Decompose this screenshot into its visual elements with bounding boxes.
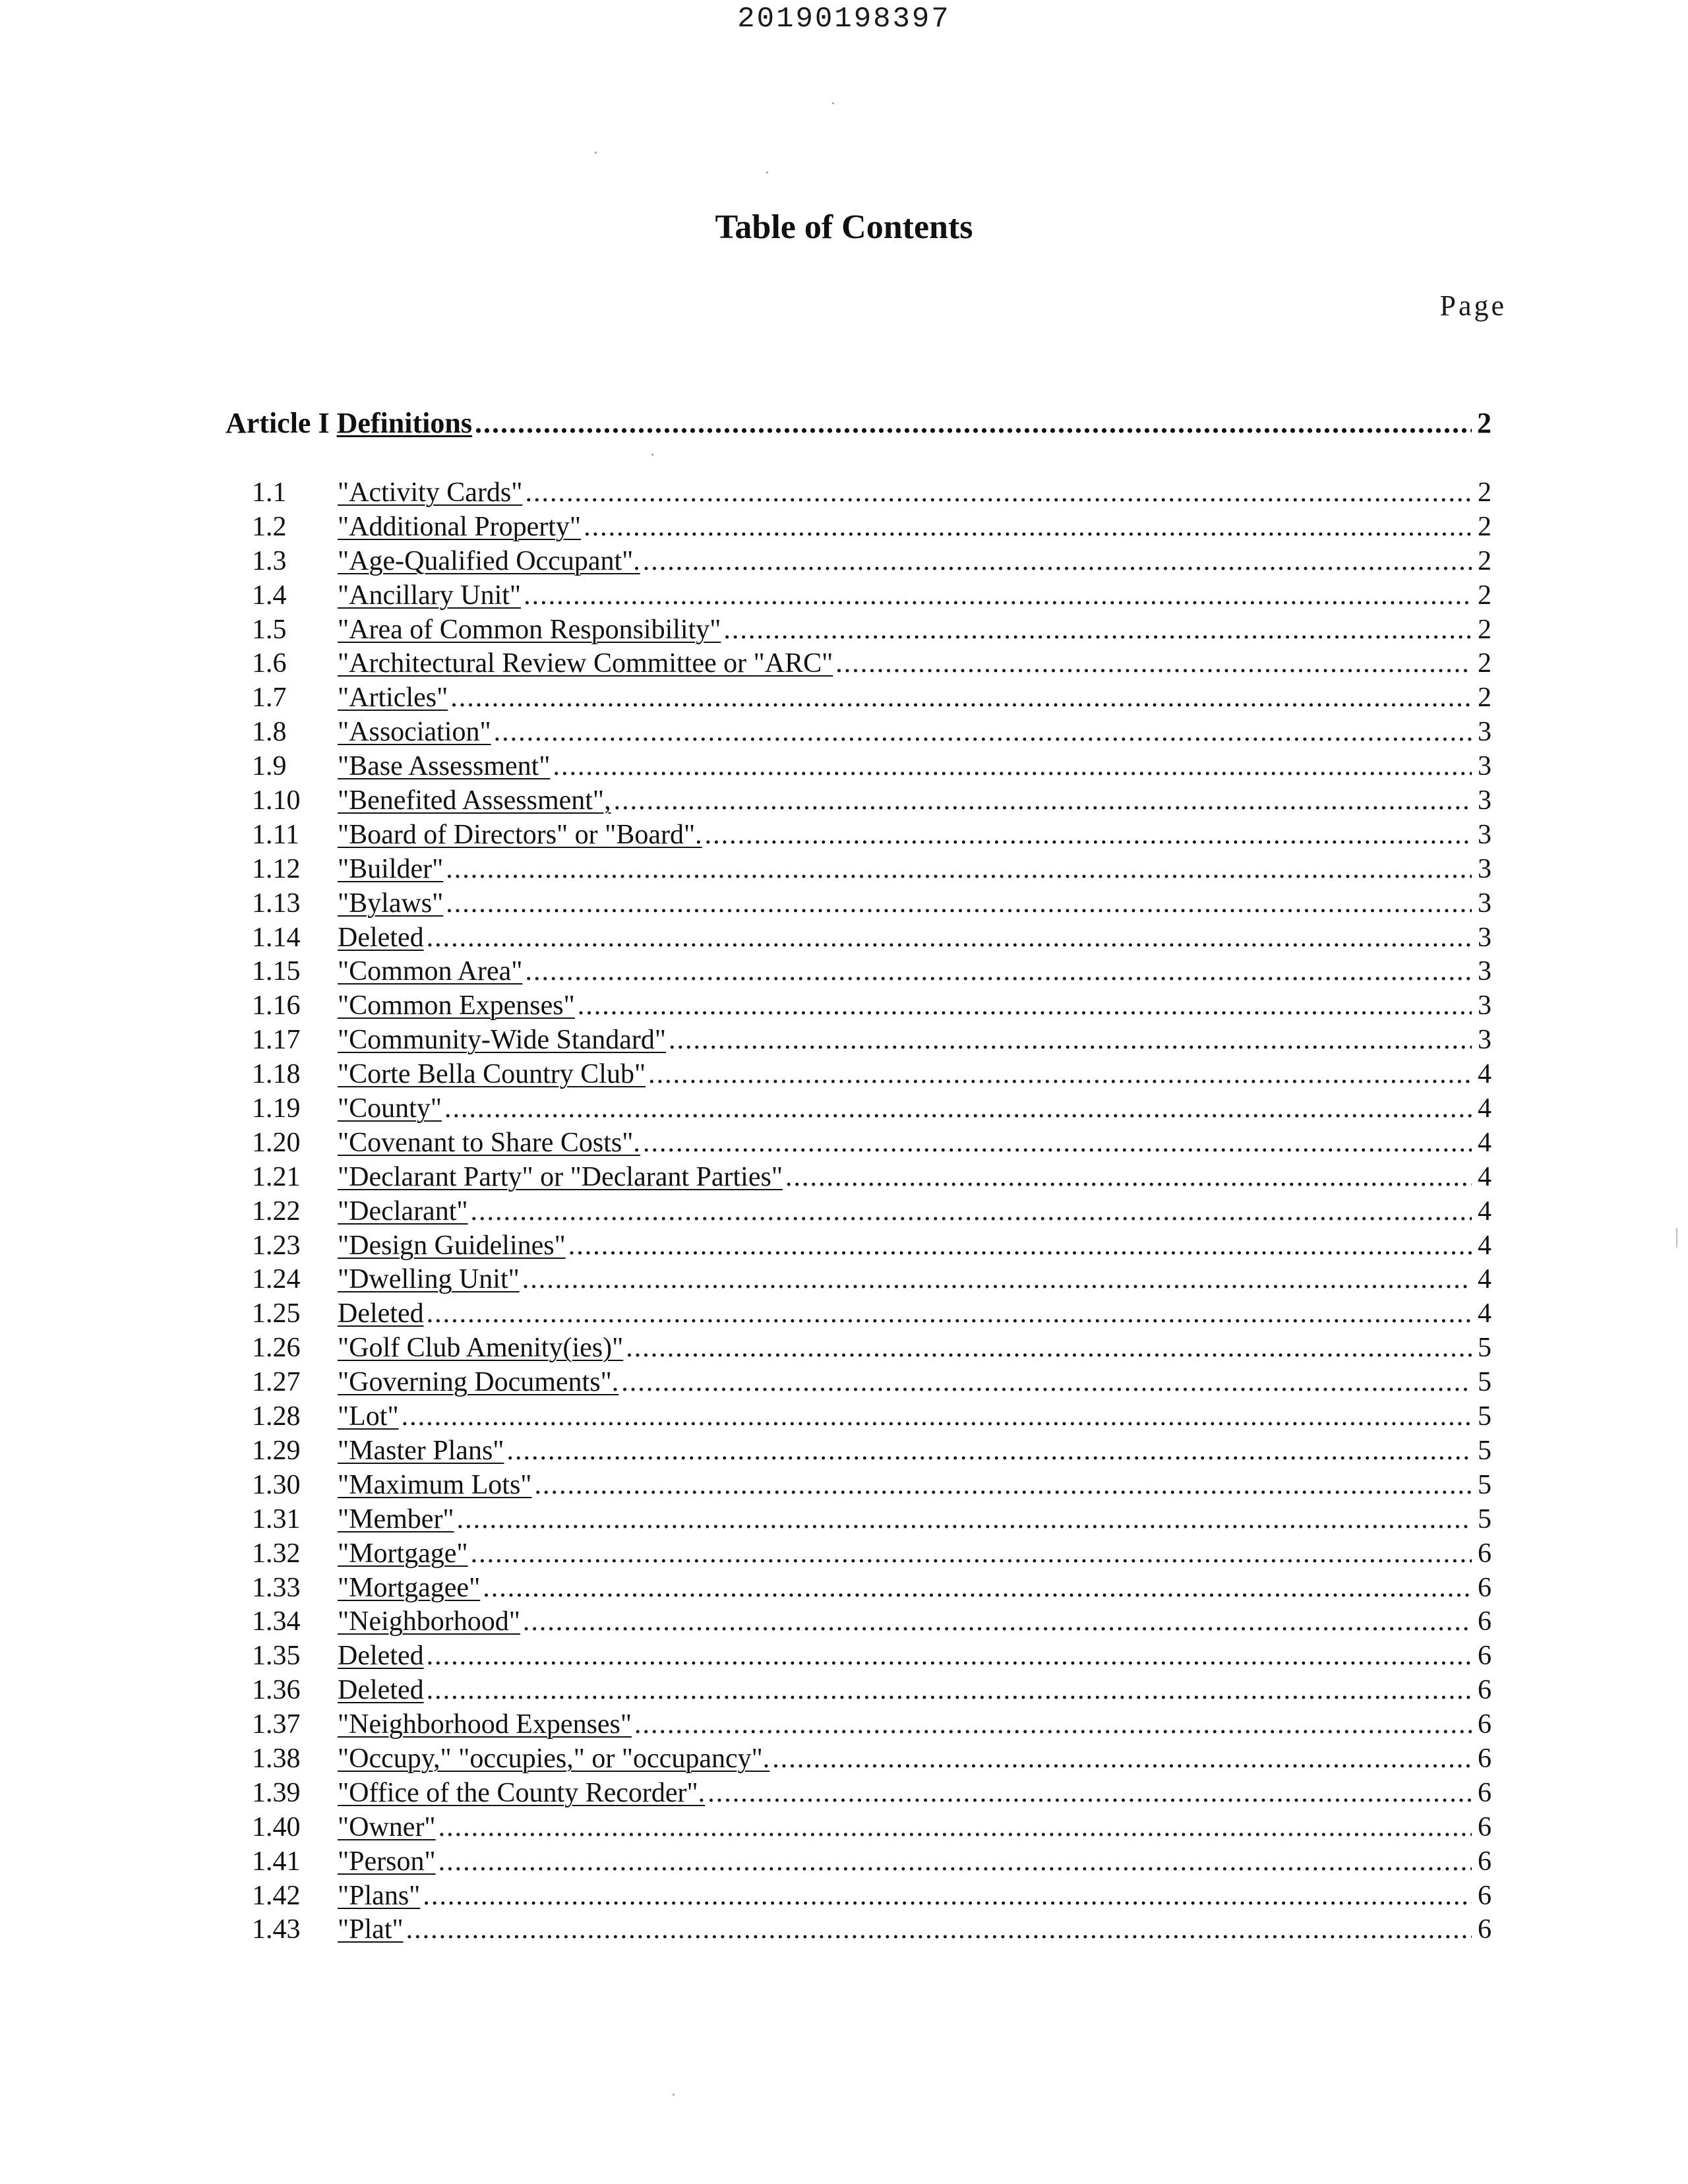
entry-number: 1.15 xyxy=(252,956,301,987)
dot-leader xyxy=(471,1537,1472,1571)
dot-leader xyxy=(669,1023,1472,1058)
dot-leader xyxy=(427,921,1472,956)
entry-title-link[interactable]: "Corte Bella Country Club" xyxy=(338,1059,646,1090)
entry-page-number: 4 xyxy=(1478,1161,1492,1192)
toc-entry[interactable] xyxy=(252,1126,1492,1161)
dot-leader xyxy=(621,1366,1472,1400)
entry-page-number: 5 xyxy=(1478,1435,1492,1466)
entry-number: 1.22 xyxy=(252,1196,301,1227)
entry-title-link[interactable]: "Additional Property" xyxy=(338,511,582,542)
toc-entry[interactable] xyxy=(252,1571,1492,1606)
toc-entry[interactable] xyxy=(252,1605,1492,1639)
entry-number: 1.28 xyxy=(252,1401,301,1432)
scan-speck xyxy=(832,102,834,104)
entry-page-number: 6 xyxy=(1478,1538,1492,1569)
entry-number: 1.36 xyxy=(252,1675,301,1706)
dot-leader xyxy=(446,887,1472,921)
toc-entry[interactable] xyxy=(252,1331,1492,1366)
toc-entry[interactable] xyxy=(252,1263,1492,1297)
dot-leader xyxy=(475,404,1472,443)
dot-leader xyxy=(506,1434,1472,1469)
entry-page-number: 6 xyxy=(1478,1572,1492,1603)
dot-leader xyxy=(835,647,1472,681)
entry-page-number: 2 xyxy=(1478,477,1492,508)
entry-page-number: 5 xyxy=(1478,1401,1492,1432)
dot-leader xyxy=(568,1229,1472,1263)
entry-title-link[interactable]: "Mortgage" xyxy=(338,1538,468,1569)
entry-page-number: 6 xyxy=(1478,1914,1492,1945)
entry-title-link[interactable]: "Maximum Lots" xyxy=(338,1469,532,1500)
toc-entry[interactable] xyxy=(252,1913,1492,1947)
entry-title-link[interactable]: "Activity Cards" xyxy=(338,477,523,508)
entry-number: 1.16 xyxy=(252,990,301,1021)
entry-number: 1.23 xyxy=(252,1230,301,1261)
dot-leader xyxy=(471,1195,1472,1229)
entry-number: 1.26 xyxy=(252,1333,301,1364)
toc-entry[interactable] xyxy=(252,1366,1492,1400)
scan-speck xyxy=(595,152,597,154)
entry-number: 1.41 xyxy=(252,1846,301,1877)
entry-number: 1.42 xyxy=(252,1880,301,1911)
dot-leader xyxy=(423,1879,1472,1914)
entry-number: 1.29 xyxy=(252,1435,301,1466)
scan-speck xyxy=(673,2094,675,2096)
entry-page-number: 6 xyxy=(1478,1743,1492,1774)
document-number: 20190198397 xyxy=(737,3,951,36)
entry-title-link[interactable]: "Ancillary Unit" xyxy=(338,580,522,611)
toc-entry[interactable] xyxy=(252,784,1492,818)
entry-page-number: 3 xyxy=(1478,819,1492,850)
entry-title-link[interactable]: "Common Area" xyxy=(338,956,523,987)
entry-page-number: 4 xyxy=(1478,1093,1492,1124)
toc-entry[interactable] xyxy=(252,1742,1492,1776)
toc-entry[interactable] xyxy=(252,510,1492,545)
entry-page-number: 2 xyxy=(1478,648,1492,679)
entry-number: 1.32 xyxy=(252,1538,301,1569)
entry-number: 1.10 xyxy=(252,785,301,816)
toc-entry[interactable] xyxy=(252,1434,1492,1469)
entry-title-link[interactable]: "Lot" xyxy=(338,1401,399,1432)
toc-entry[interactable] xyxy=(252,1503,1492,1537)
entry-title-link[interactable]: "Member" xyxy=(338,1503,454,1534)
entry-title-link[interactable]: "Benefited Assessment", xyxy=(338,785,611,816)
entry-title-link[interactable]: "Master Plans" xyxy=(338,1435,504,1466)
entry-title-link[interactable]: "Common Expenses" xyxy=(338,990,575,1021)
dot-leader xyxy=(427,1674,1472,1708)
toc-entry[interactable] xyxy=(252,1776,1492,1811)
toc-entry[interactable] xyxy=(252,818,1492,853)
dot-leader xyxy=(524,579,1472,613)
toc-entry[interactable] xyxy=(252,1537,1492,1571)
dot-leader xyxy=(525,476,1472,510)
toc-entry[interactable] xyxy=(252,887,1492,921)
entry-page-number: 3 xyxy=(1478,922,1492,953)
toc-entry[interactable] xyxy=(252,1229,1492,1263)
entry-title-link[interactable]: "Architectural Review Committee or "ARC" xyxy=(338,648,833,679)
entry-number: 1.35 xyxy=(252,1641,301,1672)
entry-number: 1.17 xyxy=(252,1025,301,1056)
toc-entry[interactable] xyxy=(252,921,1492,956)
entry-page-number: 4 xyxy=(1478,1264,1492,1295)
entry-page-number: 4 xyxy=(1478,1059,1492,1090)
dot-leader xyxy=(494,715,1472,750)
entry-title-link[interactable]: Deleted xyxy=(338,922,424,953)
entry-page-number: 2 xyxy=(1478,682,1492,713)
page-title: Table of Contents xyxy=(715,208,973,246)
entry-number: 1.20 xyxy=(252,1127,301,1158)
dot-leader xyxy=(525,955,1472,989)
toc-entry[interactable] xyxy=(252,1400,1492,1434)
entry-page-number: 6 xyxy=(1478,1641,1492,1672)
entry-title-link[interactable]: "Governing Documents". xyxy=(338,1367,619,1398)
dot-leader xyxy=(648,1058,1472,1092)
entry-page-number: 4 xyxy=(1478,1127,1492,1158)
entry-number: 1.34 xyxy=(252,1606,301,1637)
toc-entry[interactable] xyxy=(252,1674,1492,1708)
entry-title-link[interactable]: "Covenant to Share Costs". xyxy=(338,1127,640,1158)
dot-leader xyxy=(450,681,1472,715)
entry-page-number: 3 xyxy=(1478,717,1492,748)
toc-entry[interactable] xyxy=(252,989,1492,1023)
dot-leader xyxy=(643,1126,1472,1161)
entry-title-link[interactable]: Deleted xyxy=(338,1675,424,1706)
toc-entry[interactable] xyxy=(252,955,1492,989)
entry-title-link[interactable]: "Builder" xyxy=(338,853,444,884)
entry-number: 1.1 xyxy=(252,477,287,508)
page-column-label: Page xyxy=(1439,289,1507,322)
dot-leader xyxy=(634,1708,1472,1742)
toc-entry[interactable] xyxy=(252,1639,1492,1674)
entry-number: 1.30 xyxy=(252,1469,301,1500)
scan-speck xyxy=(766,171,768,173)
entry-number: 1.38 xyxy=(252,1743,301,1774)
entry-page-number: 5 xyxy=(1478,1469,1492,1500)
entry-number: 1.21 xyxy=(252,1161,301,1192)
dot-leader xyxy=(578,989,1472,1023)
entry-number: 1.33 xyxy=(252,1572,301,1603)
entry-page-number: 3 xyxy=(1478,1025,1492,1056)
entry-page-number: 3 xyxy=(1478,751,1492,782)
dot-leader xyxy=(553,750,1472,784)
entry-page-number: 3 xyxy=(1478,853,1492,884)
entry-number: 1.43 xyxy=(252,1914,301,1945)
dot-leader xyxy=(626,1331,1472,1366)
entry-number: 1.4 xyxy=(252,580,287,611)
toc-entry[interactable] xyxy=(252,579,1492,613)
entry-title-link[interactable]: "Plans" xyxy=(338,1880,421,1911)
entry-title-link[interactable]: "Articles" xyxy=(338,682,448,713)
toc-entry[interactable] xyxy=(252,545,1492,579)
entry-page-number: 3 xyxy=(1478,785,1492,816)
toc-entry[interactable] xyxy=(252,853,1492,887)
dot-leader xyxy=(772,1742,1472,1776)
entry-title-link[interactable]: "Design Guidelines" xyxy=(338,1230,566,1261)
entry-page-number: 6 xyxy=(1478,1880,1492,1911)
entry-page-number: 4 xyxy=(1478,1230,1492,1261)
toc-entry[interactable] xyxy=(252,1297,1492,1331)
entry-number: 1.3 xyxy=(252,545,287,576)
dot-leader xyxy=(444,1092,1472,1126)
entry-page-number: 3 xyxy=(1478,888,1492,919)
toc-entry[interactable] xyxy=(252,1708,1492,1742)
entry-page-number: 2 xyxy=(1478,511,1492,542)
entry-number: 1.11 xyxy=(252,819,299,850)
dot-leader xyxy=(643,545,1472,579)
dot-leader xyxy=(438,1811,1472,1845)
toc-entry[interactable] xyxy=(252,750,1492,784)
entry-number: 1.40 xyxy=(252,1811,301,1842)
entry-page-number: 5 xyxy=(1478,1333,1492,1364)
toc-entry[interactable] xyxy=(252,613,1492,648)
toc-entry[interactable] xyxy=(252,1195,1492,1229)
dot-leader xyxy=(427,1639,1472,1674)
dot-leader xyxy=(534,1469,1472,1503)
dot-leader xyxy=(708,1776,1472,1811)
toc-entry[interactable] xyxy=(252,1058,1492,1092)
toc-entry-list xyxy=(252,476,1492,1947)
entry-number: 1.12 xyxy=(252,853,301,884)
dot-leader xyxy=(523,1605,1472,1639)
scan-speck xyxy=(1676,1228,1677,1248)
toc-entry[interactable] xyxy=(252,1811,1492,1845)
dot-leader xyxy=(705,818,1472,853)
entry-title-link[interactable]: "Mortgagee" xyxy=(338,1572,481,1603)
entry-title-link[interactable]: "Bylaws" xyxy=(338,888,444,919)
entry-number: 1.27 xyxy=(252,1367,301,1398)
entry-number: 1.39 xyxy=(252,1777,301,1808)
dot-leader xyxy=(402,1400,1472,1434)
entry-title-link[interactable]: "Office of the County Recorder". xyxy=(338,1777,706,1808)
entry-title-link[interactable]: "Base Assessment" xyxy=(338,751,551,782)
entry-number: 1.6 xyxy=(252,648,287,679)
entry-number: 1.13 xyxy=(252,888,301,919)
dot-leader xyxy=(438,1845,1472,1879)
entry-title-link[interactable]: "Neighborhood Expenses" xyxy=(338,1709,632,1740)
article-prefix: Article I xyxy=(226,407,330,439)
entry-number: 1.18 xyxy=(252,1059,301,1090)
toc-article-row[interactable] xyxy=(226,404,1492,443)
dot-leader xyxy=(723,613,1472,648)
entry-title-link[interactable]: "Area of Common Responsibility" xyxy=(338,614,721,645)
entry-title-link[interactable]: "Person" xyxy=(338,1846,436,1877)
entry-page-number: 3 xyxy=(1478,956,1492,987)
dot-leader xyxy=(446,853,1472,887)
entry-page-number: 2 xyxy=(1478,580,1492,611)
toc-entry[interactable] xyxy=(252,681,1492,715)
entry-title-link[interactable]: "Owner" xyxy=(338,1811,436,1842)
dot-leader xyxy=(457,1503,1472,1537)
dot-leader xyxy=(584,510,1472,545)
toc-entry[interactable] xyxy=(252,1161,1492,1195)
entry-title-link[interactable]: "Golf Club Amenity(ies)" xyxy=(338,1333,624,1364)
entry-page-number: 6 xyxy=(1478,1846,1492,1877)
entry-title-link[interactable]: "Declarant Party" or "Declarant Parties" xyxy=(338,1161,783,1192)
entry-page-number: 6 xyxy=(1478,1777,1492,1808)
entry-page-number: 5 xyxy=(1478,1503,1492,1534)
entry-title-link[interactable]: Deleted xyxy=(338,1641,424,1672)
entry-title-link[interactable]: "Dwelling Unit" xyxy=(338,1264,520,1295)
entry-title-link[interactable]: "Association" xyxy=(338,717,491,748)
entry-number: 1.9 xyxy=(252,751,287,782)
entry-number: 1.19 xyxy=(252,1093,301,1124)
dot-leader xyxy=(614,784,1472,818)
entry-page-number: 3 xyxy=(1478,990,1492,1021)
scan-speck xyxy=(651,454,653,456)
entry-number: 1.25 xyxy=(252,1298,301,1329)
entry-title-link[interactable]: Deleted xyxy=(338,1298,424,1329)
entry-title-link[interactable]: "County" xyxy=(338,1093,442,1124)
entry-page-number: 5 xyxy=(1478,1367,1492,1398)
toc-entry[interactable] xyxy=(252,1845,1492,1879)
entry-page-number: 4 xyxy=(1478,1298,1492,1329)
entry-number: 1.31 xyxy=(252,1503,301,1534)
toc-entry[interactable] xyxy=(252,1879,1492,1914)
entry-number: 1.8 xyxy=(252,717,287,748)
entry-number: 1.5 xyxy=(252,614,287,645)
entry-title-link[interactable]: "Age-Qualified Occupant". xyxy=(338,545,640,576)
entry-number: 1.2 xyxy=(252,511,287,542)
toc-entry[interactable] xyxy=(252,1023,1492,1058)
entry-page-number: 6 xyxy=(1478,1709,1492,1740)
entry-title-link[interactable]: "Neighborhood" xyxy=(338,1606,520,1637)
entry-page-number: 4 xyxy=(1478,1196,1492,1227)
entry-title-link[interactable]: "Occupy," "occupies," or "occupancy". xyxy=(338,1743,770,1774)
entry-page-number: 2 xyxy=(1478,614,1492,645)
toc-entry[interactable] xyxy=(252,476,1492,510)
entry-number: 1.7 xyxy=(252,682,287,713)
dot-leader xyxy=(483,1571,1472,1606)
article-name-link[interactable]: Definitions xyxy=(336,407,472,439)
entry-title-link[interactable]: "Plat" xyxy=(338,1914,404,1945)
dot-leader xyxy=(406,1913,1472,1947)
entry-page-number: 6 xyxy=(1478,1606,1492,1637)
dot-leader xyxy=(785,1161,1472,1195)
entry-number: 1.37 xyxy=(252,1709,301,1740)
entry-page-number: 6 xyxy=(1478,1811,1492,1842)
toc-entry[interactable] xyxy=(252,1092,1492,1126)
toc-entry[interactable] xyxy=(252,1469,1492,1503)
entry-title-link[interactable]: "Board of Directors" or "Board". xyxy=(338,819,702,850)
toc-entry[interactable] xyxy=(252,647,1492,681)
entry-title-link[interactable]: "Community-Wide Standard" xyxy=(338,1025,667,1056)
entry-number: 1.24 xyxy=(252,1264,301,1295)
entry-page-number: 6 xyxy=(1478,1675,1492,1706)
entry-number: 1.14 xyxy=(252,922,301,953)
toc-entry[interactable] xyxy=(252,715,1492,750)
article-page-number: 2 xyxy=(1477,407,1492,439)
dot-leader xyxy=(427,1297,1472,1331)
entry-title-link[interactable]: "Declarant" xyxy=(338,1196,468,1227)
entry-page-number: 2 xyxy=(1478,545,1492,576)
dot-leader xyxy=(522,1263,1472,1297)
